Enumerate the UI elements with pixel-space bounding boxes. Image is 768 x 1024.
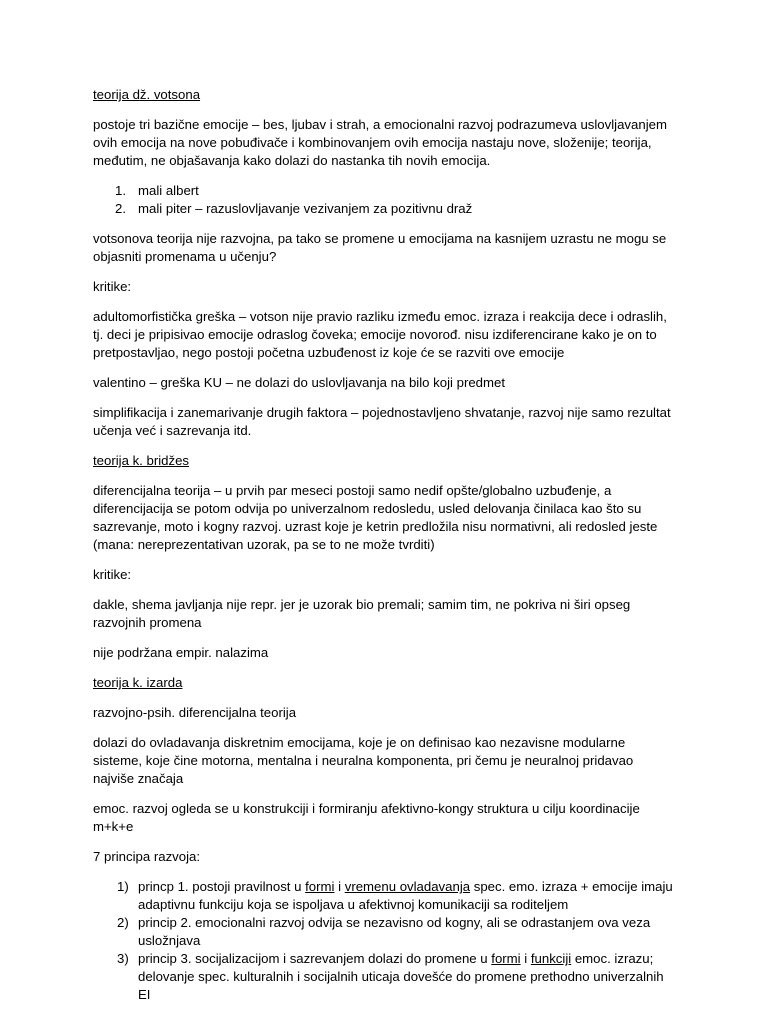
principles-list (93, 878, 673, 1004)
list-number: 3) (117, 951, 129, 966)
principle-text: i (520, 951, 531, 966)
critiques-label: kritike: (93, 279, 132, 294)
underlined-term: vremenu ovladavanja (344, 879, 471, 894)
list-item (93, 200, 673, 218)
paragraph-watson-intro: postoje tri bazične emocije – bes, ljubav i strah, a emocionalni razvoj podrazumeva uslovljavanjem ovih emocija na nove pobuđivače i kombinovanjem ovih emocija nastaju nove, složenije; teorija, međutim, ne objašavanja kako dolazi do nastanka tih novih emocija. (93, 117, 667, 168)
principle-text: princp 1. postoji pravilnost u (138, 879, 306, 894)
document-body (93, 86, 673, 1004)
critiques-label: kritike: (93, 567, 132, 582)
paragraph-sample-critique: dakle, shema javljanja nije repr. jer je uzorak bio premali; samim tim, ne pokriva ni širi opseg razvojnih promena (93, 597, 631, 630)
paragraph-differential-theory: diferencijalna teorija – u prvih par meseci postoji samo nedif opšte/globalno uzbuđenje, a diferencijacija se potom odvija po univerzalnom redosledu, usled delovanja činilaca kao što su sazrevanje, moto i kogny razvoj. uzrast koje je ketrin predložila nisu normativni, ali redosled jeste (mana: nereprezentativan uzorak, pa se to ne može tvrditi) (93, 483, 658, 552)
principle-text: spec. emo. izraza + emocije imaju adaptivnu funkciju koja se ispoljava u afektivnoj komunikaciji sa roditeljem (138, 879, 673, 912)
principle-text: princip 3. socijalizacijom i sazrevanjem dolazi do promene u (138, 951, 492, 966)
numbered-list-examples (93, 182, 673, 218)
list-item-text: mali albert (138, 183, 199, 198)
list-number: 1. (115, 183, 126, 198)
principles-label: 7 principa razvoja: (93, 849, 201, 864)
list-number: 1) (117, 879, 129, 894)
paragraph-adultomorphic-error: adultomorfistička greška – votson nije pravio razliku između emoc. izraza i reakcija dece i odraslih, tj. deci je pripisivao emocije odraslog čoveka; emocije novorođ. nisu izdiferencirane kako je on to pretpostavljao, nego postoji početna uzbuđenost iz koje će se razviti ove emocije (93, 309, 667, 360)
principle-item (93, 914, 673, 950)
principle-item (93, 878, 673, 914)
list-item (93, 182, 673, 200)
heading-bridges: teorija k. bridžes (93, 453, 190, 468)
underlined-term: formi (491, 951, 521, 966)
principle-text: emoc. izrazu; delovanje spec. kulturalnih i socijalnih uticaja dovešće do promene prethodno univerzalnih EI (138, 951, 664, 1002)
paragraph-watson-not-developmental: votsonova teorija nije razvojna, pa tako se promene u emocijama na kasnijem uzrastu ne mogu se objasniti promenama u učenju? (93, 231, 667, 264)
paragraph-discrete-emotions: dolazi do ovladavanja diskretnim emocijama, koje je on definisao kao nezavisne modularne sisteme, koje čine motorna, mentalna i neuralna komponenta, pri čemu je neuralnoj pridavao najviše značaja (93, 735, 634, 786)
paragraph-izard-subtitle: razvojno-psih. diferencijalna teorija (93, 705, 297, 720)
list-item-text: mali piter – razuslovljavanje vezivanjem za pozitivnu draž (138, 201, 473, 216)
list-number: 2. (115, 201, 126, 216)
heading-izard: teorija k. izarda (93, 675, 183, 690)
paragraph-valentino: valentino – greška KU – ne dolazi do uslovljavanja na bilo koji predmet (93, 375, 505, 390)
paragraph-not-supported: nije podržana empir. nalazima (93, 645, 269, 660)
principle-text: princip 2. emocionalni razvoj odvija se nezavisno od kogny, ali se odrastanjem ova veza usložnjava (138, 915, 651, 948)
paragraph-affective-structures: emoc. razvoj ogleda se u konstrukciji i formiranju afektivno-kongy struktura u cilju koordinacije m+k+e (93, 801, 640, 834)
paragraph-simplification: simplifikacija i zanemarivanje drugih faktora – pojednostavljeno shvatanje, razvoj nije samo rezultat učenja već i sazrevanja itd. (93, 405, 671, 438)
principle-text: i (334, 879, 345, 894)
list-number: 2) (117, 915, 129, 930)
underlined-term: formi (305, 879, 335, 894)
principle-item (93, 950, 673, 1004)
underlined-term: funkciji (530, 951, 572, 966)
heading-watson: teorija dž. votsona (93, 87, 201, 102)
